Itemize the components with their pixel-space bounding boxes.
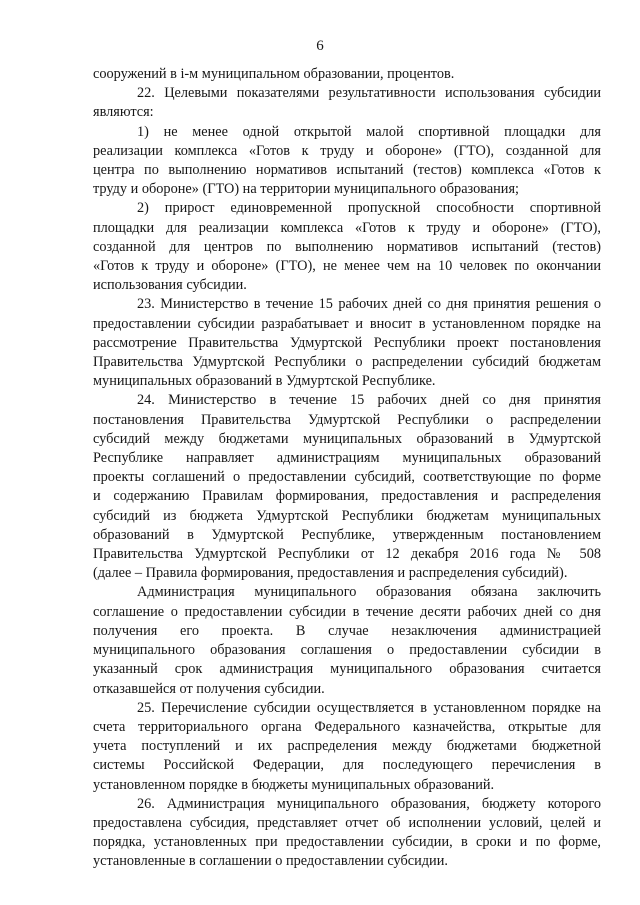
- text-line: образований в Удмуртской Республике, утвержденным постановлением: [93, 526, 601, 543]
- text-line: Администрация муниципального образования обязана заключить: [137, 584, 601, 601]
- text-line: постановления Правительства Удмуртской Республики о распределении: [93, 411, 601, 428]
- text-line: порядка, установленных при предоставлении субсидии, в сроки и по форме,: [93, 834, 601, 851]
- text-line: проекты соглашений о предоставлении субсидий, соответствующие по форме: [93, 469, 601, 486]
- text-line: и содержанию Правилам формирования, предоставления и распределения: [93, 488, 601, 505]
- text-line: муниципальных образований в Удмуртской Республике.: [93, 373, 436, 390]
- page-number: 6: [316, 38, 324, 54]
- text-line: созданной для центров по выполнению нормативов испытаний (тестов): [93, 238, 601, 255]
- text-line: системы Российской Федерации, для последующего перечисления в: [93, 757, 601, 774]
- text-line: являются:: [93, 104, 154, 121]
- document-body: [93, 65, 601, 872]
- text-line: отказавшейся от получения субсидии.: [93, 680, 325, 697]
- text-line: предоставлена субсидия, представляет отчет об исполнении условий, целей и: [93, 814, 601, 831]
- text-line: 23. Министерство в течение 15 рабочих дней со дня принятия решения о: [137, 296, 601, 313]
- text-line: установленные в соглашении о предоставлении субсидии.: [93, 853, 448, 870]
- text-line: «Готов к труду и обороне» (ГТО), не менее чем на 10 человек по окончании: [93, 258, 601, 275]
- text-line: реализации комплекса «Готов к труду и обороне» (ГТО), созданной для: [93, 142, 601, 159]
- text-line: счета территориального органа Федерального казначейства, открытые для: [93, 718, 601, 735]
- text-line: Республике направляет администрациям муниципальных образований: [93, 450, 601, 467]
- text-line: установленном порядке в бюджеты муниципальных образований.: [93, 776, 495, 793]
- text-line: учета поступлений и их распределения между бюджетами бюджетной: [93, 738, 601, 755]
- text-line: рассмотрение Правительства Удмуртской Республики проект постановления: [93, 334, 601, 351]
- text-line: площадки для реализации комплекса «Готов к труду и обороне» (ГТО),: [93, 219, 601, 236]
- text-line: Правительства Удмуртской Республики от 12 декабря 2016 года № 508: [93, 546, 601, 563]
- text-line: использования субсидии.: [93, 277, 247, 294]
- text-line: указанный срок администрация муниципального образования считается: [93, 661, 601, 678]
- text-line: сооружений в i-м муниципальном образовании, процентов.: [93, 66, 455, 82]
- text-line: получения его проекта. В случае незаключения администрацией: [93, 622, 601, 639]
- text-line: субсидий между бюджетами муниципальных образований в Удмуртской: [93, 430, 601, 447]
- text-line: труду и обороне» (ГТО) на территории муниципального образования;: [93, 181, 520, 198]
- text-line: соглашение о предоставлении субсидии в течение десяти рабочих дней со дня: [93, 603, 601, 620]
- text-line: 25. Перечисление субсидии осуществляется в установленном порядке на: [137, 699, 601, 716]
- text-line: муниципального образования соглашения о предоставлении субсидии в: [93, 642, 601, 659]
- text-line: субсидий из бюджета Удмуртской Республики бюджетам муниципальных: [93, 507, 601, 524]
- text-line: 26. Администрация муниципального образования, бюджету которого: [137, 795, 601, 812]
- text-line: 1) не менее одной открытой малой спортивной площадки для: [137, 123, 601, 140]
- text-line: предоставлении субсидии разрабатывает и вносит в установленном порядке на: [93, 315, 601, 332]
- text-line: 2) прирост единовременной пропускной способности спортивной: [137, 200, 601, 217]
- text-line: (далее – Правила формирования, предоставления и распределения субсидий).: [93, 565, 568, 582]
- text-line: центра по выполнению нормативов испытаний (тестов) комплекса «Готов к: [93, 162, 601, 179]
- text-line: 22. Целевыми показателями результативности использования субсидии: [137, 85, 601, 102]
- text-line: Правительства Удмуртской Республики о распределении субсидий бюджетам: [93, 354, 601, 371]
- text-line: 24. Министерство в течение 15 рабочих дней со дня принятия: [137, 392, 601, 409]
